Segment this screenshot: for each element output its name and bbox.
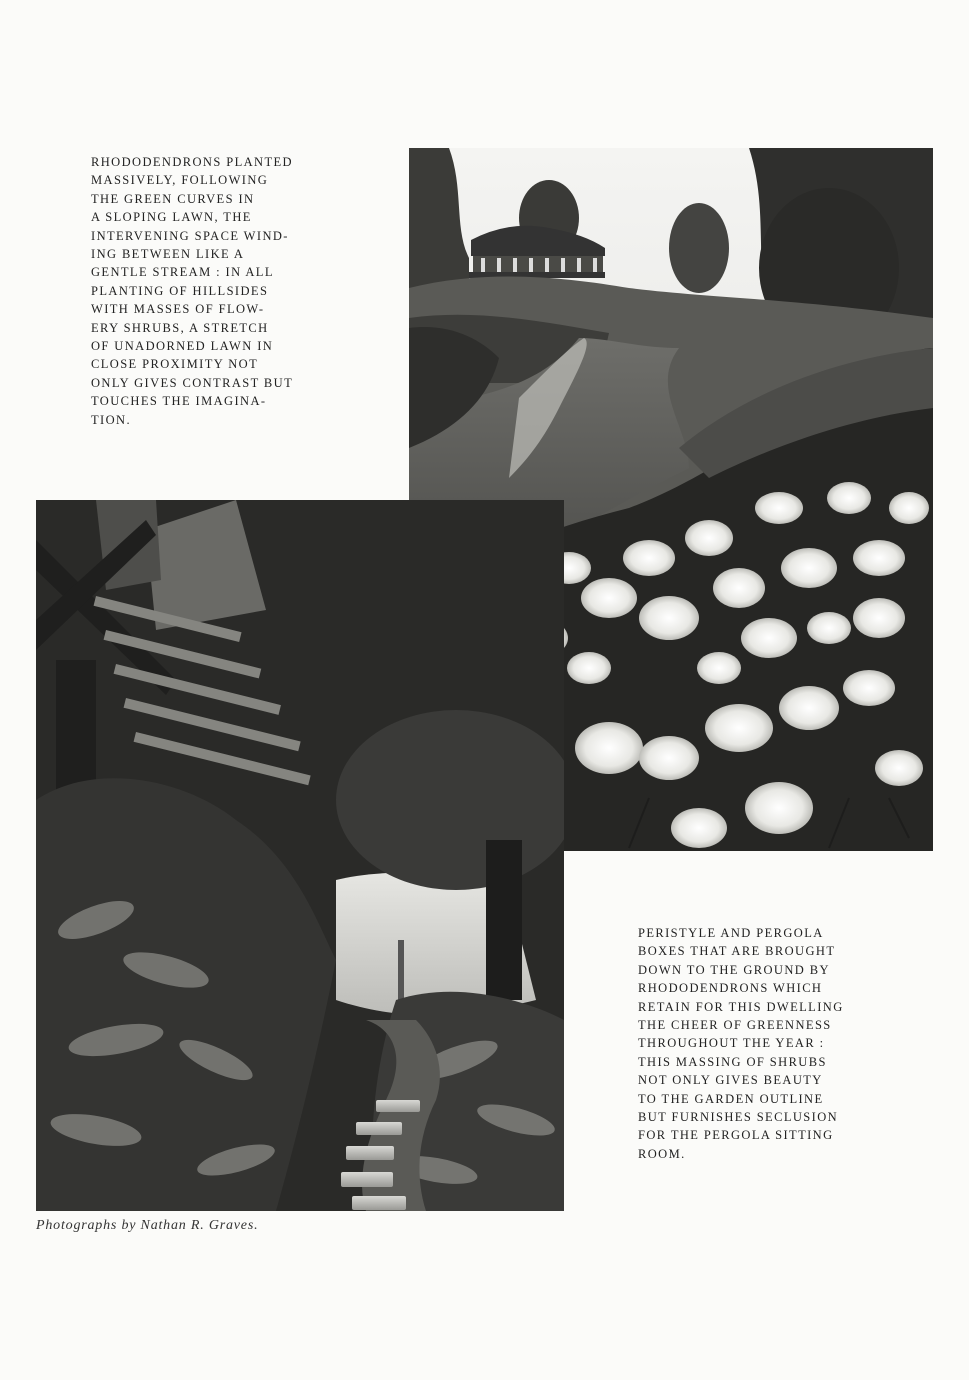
photo-credit: Photographs by Nathan R. Graves. [36, 1218, 259, 1233]
caption-top-line: ERY SHRUBS, A STRETCH [91, 320, 269, 335]
caption-bottom-line: DOWN TO THE GROUND BY [638, 962, 830, 977]
caption-top-line: GENTLE STREAM : IN ALL [91, 265, 274, 280]
caption-bottom-line: ROOM. [638, 1146, 686, 1161]
caption-top-line: THE GREEN CURVES IN [91, 191, 255, 206]
caption-top-line: OF UNADORNED LAWN IN [91, 339, 274, 354]
caption-top-line: INTERVENING SPACE WIND- [91, 228, 289, 243]
caption-bottom-line: TO THE GARDEN OUTLINE [638, 1091, 824, 1106]
caption-bottom-line: RETAIN FOR THIS DWELLING [638, 999, 844, 1014]
caption-top-line: ONLY GIVES CONTRAST BUT [91, 375, 294, 390]
caption-bottom-line: RHODODENDRONS WHICH [638, 981, 823, 996]
caption-top-line: ING BETWEEN LIKE A [91, 247, 245, 262]
caption-top [91, 153, 316, 429]
caption-bottom-line: THROUGHOUT THE YEAR : [638, 1036, 825, 1051]
caption-top-line: TOUCHES THE IMAGINA- [91, 394, 267, 409]
caption-top-line: CLOSE PROXIMITY NOT [91, 357, 259, 372]
caption-top-line: RHODODENDRONS PLANTED [91, 155, 293, 169]
caption-bottom-line: FOR THE PERGOLA SITTING [638, 1128, 834, 1143]
caption-bottom-line: NOT ONLY GIVES BEAUTY [638, 1073, 823, 1088]
caption-bottom-line: BUT FURNISHES SECLUSION [638, 1110, 839, 1125]
caption-top-line: WITH MASSES OF FLOW- [91, 302, 265, 317]
caption-top-line: A SLOPING LAWN, THE [91, 210, 252, 225]
caption-bottom-line: PERISTYLE AND PERGOLA [638, 926, 824, 940]
photo-pergola-path [36, 500, 564, 1211]
caption-top-line: PLANTING OF HILLSIDES [91, 283, 269, 298]
caption-top-line: TION. [91, 412, 131, 427]
caption-bottom-line: BOXES THAT ARE BROUGHT [638, 944, 836, 959]
caption-top-line: MASSIVELY, FOLLOWING [91, 173, 269, 188]
caption-bottom [638, 924, 863, 1163]
caption-bottom-line: THE CHEER OF GREENNESS [638, 1018, 832, 1033]
caption-bottom-line: THIS MASSING OF SHRUBS [638, 1054, 827, 1069]
